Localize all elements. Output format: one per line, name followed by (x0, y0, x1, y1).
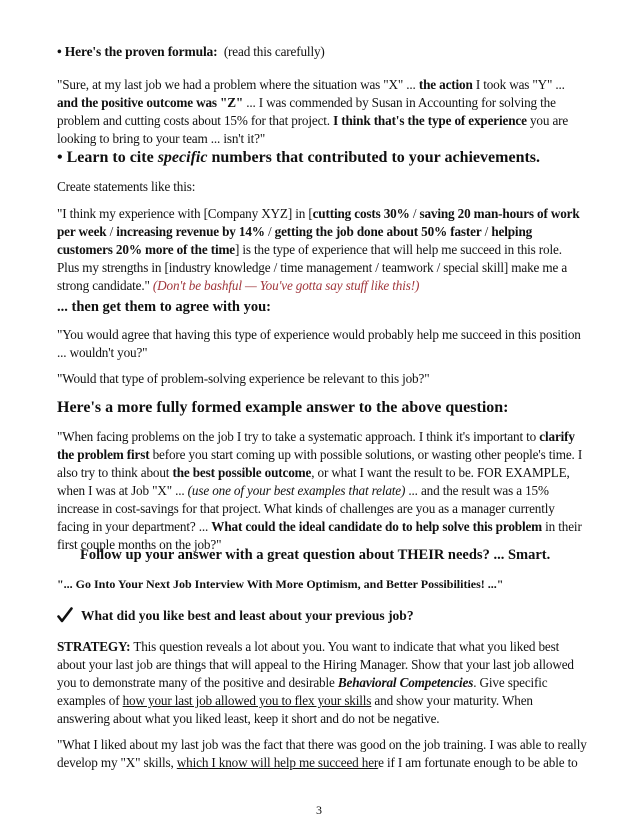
underlined-run: how your last job allowed you to flex your skills (122, 693, 372, 708)
bold-run: helping customers 20% more of the time (57, 224, 533, 257)
bold-run: cutting costs 30% (312, 206, 410, 221)
bold-run: the best possible outcome (172, 465, 312, 480)
text-run: , or what I want the result to be. FOR EXAMPLE, when I was at Job "X" ... (57, 465, 570, 498)
text-run: / (106, 224, 117, 239)
text-run: • Learn to cite (57, 149, 158, 166)
text-run: ] is the type of experience that will help me succeed in this role. Plus my strengths in [industry knowledge / time management / teamwork / special skill] make me a strong candidate." (57, 242, 568, 293)
agree-question-2: "Would that type of problem-solving experience be relevant to this job?" (57, 371, 430, 386)
text-run: you are looking to bring to your team ... isn't it?" (57, 113, 569, 146)
behavioral-competencies-term: Behavioral Competencies (337, 675, 474, 690)
statement-example-paragraph (57, 205, 587, 295)
checkmark-icon (57, 607, 73, 623)
bold-run: increasing revenue by 14% (116, 224, 265, 239)
question-text: What did you like best and least about your previous job? (81, 608, 414, 623)
bashful-note: (Don't be bashful — You've gotta say stuff like this!) (152, 278, 420, 293)
italic-run: (use one of your best examples that relate) (187, 483, 406, 498)
formula-note: (read this carefully) (223, 44, 325, 59)
answer-paragraph (57, 736, 587, 772)
text-run: / (264, 224, 275, 239)
italic-run: specific (157, 149, 208, 166)
text-run: ... and the result was a 15% increase in cost-savings for that project. What kinds of challenges are you as a manager currently facing in your department? ... (57, 483, 555, 534)
text-run: e if I am fortunate enough to be able to (378, 755, 578, 770)
text-run: "Sure, at my last job we had a problem where the situation was "X" ... (57, 77, 419, 92)
create-statements-text: Create statements like this: (57, 179, 196, 194)
formula-heading (57, 43, 587, 61)
example-answer-paragraph (57, 428, 587, 554)
agree-question-1: "You would agree that having this type of experience would probably help me succeed in this position ... wouldn't you?" (57, 327, 581, 360)
bold-run: and the positive outcome was "Z" (57, 95, 244, 110)
agree-heading: ... then get them to agree with you: (57, 299, 271, 315)
formula-example-paragraph (57, 76, 587, 148)
strategy-label: STRATEGY: (57, 639, 131, 654)
text-run: I took was "Y" ... (472, 77, 565, 92)
text-run: / (409, 206, 420, 221)
text-run: / (481, 224, 492, 239)
bold-run: What could the ideal candidate do to help solve this problem (211, 519, 543, 534)
text-run: . Give specific examples of (57, 675, 548, 708)
strategy-paragraph (57, 638, 587, 728)
example-answer-heading: Here's a more fully formed example answer to the above question: (57, 399, 509, 416)
text-run: ... I was commended by Susan in Accounting for solving the problem and cutting costs about 15% for that project. (57, 95, 556, 128)
bold-run: saving 20 man-hours of work per week (57, 206, 580, 239)
text-run: "When facing problems on the job I try to take a systematic approach. I think it's important to (57, 429, 540, 444)
formula-title: • Here's the proven formula: (57, 44, 218, 59)
text-run: "I think my experience with [Company XYZ] in [ (57, 206, 313, 221)
text-run: "What I liked about my last job was the fact that there was good on the job training. I was able to really develop my "X" skills, (57, 737, 587, 770)
text-run: in their first couple months on the job?" (57, 519, 582, 552)
followup-heading: Follow up your answer with a great question about THEIR needs? ... Smart. (80, 547, 551, 563)
optimism-line: "... Go Into Your Next Job Interview With More Optimism, and Better Possibilities! ..." (57, 577, 504, 591)
page-number: 3 (316, 803, 322, 817)
text-run: before you start coming up with possible solutions, or wasting other people's time. I also try to think about (57, 447, 583, 480)
bold-run: the action (418, 77, 473, 92)
bold-run: clarify the problem first (57, 429, 575, 462)
text-run: and show your maturity. When answering about what you liked least, keep it short and do not be negative. (57, 693, 533, 726)
bold-run: I think that's the type of experience (333, 113, 527, 128)
question-heading (57, 606, 587, 626)
cite-numbers-heading (57, 148, 587, 168)
text-run: This question reveals a lot about you. You want to indicate that what you liked best about your last job are things that will appeal to the Hiring Manager. Show that your last job allowed you to demonstrate many of the positive and desirable (57, 639, 574, 690)
underlined-run: which I know will help me succeed her (176, 755, 379, 770)
bold-run: getting the job done about 50% faster (274, 224, 482, 239)
text-run: numbers that contributed to your achievements. (207, 149, 541, 166)
